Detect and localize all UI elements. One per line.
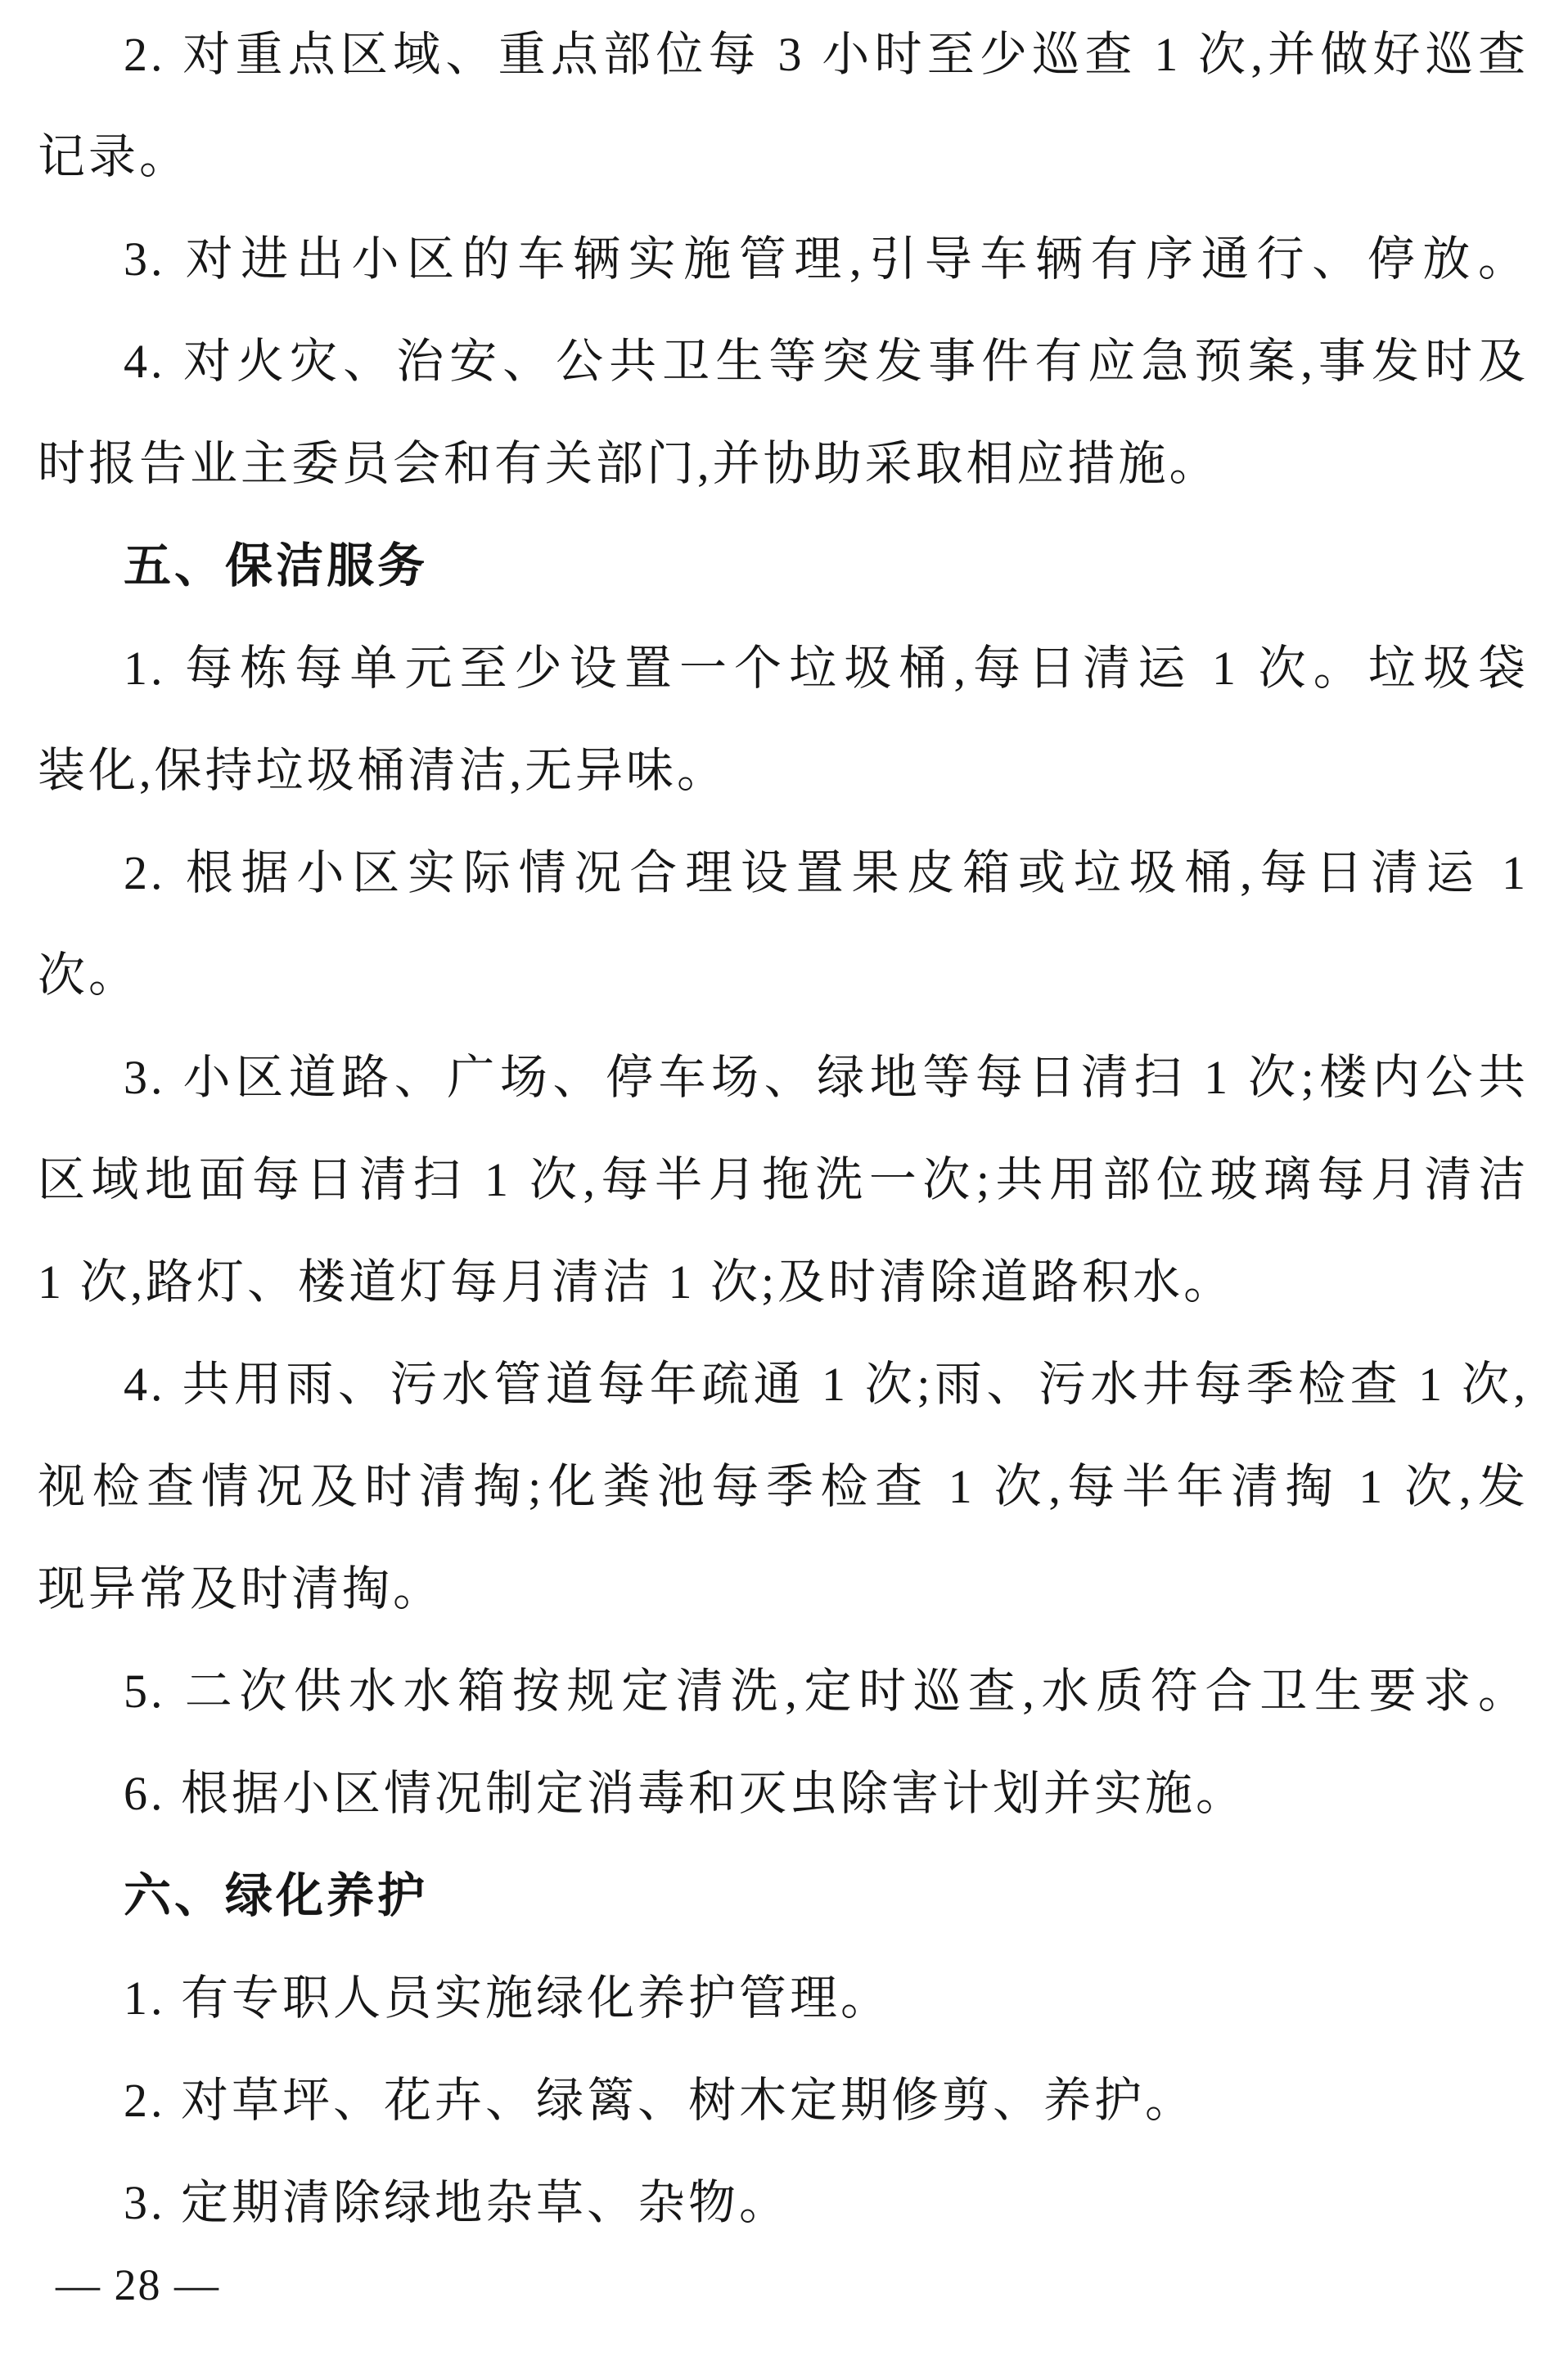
text-line: 5. 二次供水水箱按规定清洗,定时巡查,水质符合卫生要求。 (124, 1665, 1529, 1718)
text-line: 2. 根据小区实际情况合理设置果皮箱或垃圾桶,每日清运 1 (124, 846, 1529, 899)
text-line: 次。 (38, 948, 140, 1002)
text-line: 装化,保持垃圾桶清洁,无异味。 (38, 744, 728, 797)
text-line: 区域地面每日清扫 1 次,每半月拖洗一次;共用部位玻璃每月清洁 (38, 1153, 1529, 1206)
text-line: 1 次,路灯、楼道灯每月清洁 1 次;及时清除道路积水。 (38, 1255, 1235, 1309)
text-line: 3. 对进出小区的车辆实施管理,引导车辆有序通行、停放。 (124, 232, 1529, 286)
text-line: 4. 共用雨、污水管道每年疏通 1 次;雨、污水井每季检查 1 次, (124, 1358, 1529, 1411)
text-line: 视检查情况及时清掏;化粪池每季检查 1 次,每半年清掏 1 次,发 (38, 1460, 1529, 1513)
text-line: 2. 对重点区域、重点部位每 3 小时至少巡查 1 次,并做好巡查 (124, 28, 1529, 81)
text-line: 时报告业主委员会和有关部门,并协助采取相应措施。 (38, 437, 1220, 490)
text-line: 6. 根据小区情况制定消毒和灭虫除害计划并实施。 (124, 1767, 1247, 1820)
text-line: 3. 定期清除绿地杂草、杂物。 (124, 2176, 791, 2229)
text-line: 3. 小区道路、广场、停车场、绿地等每日清扫 1 次;楼内公共 (124, 1051, 1529, 1104)
page-number: — 28 — (56, 2260, 220, 2309)
text-line: 现异常及时清掏。 (38, 1562, 444, 1615)
text-line: 1. 有专职人员实施绿化养护管理。 (124, 1971, 892, 2025)
text-line: 2. 对草坪、花卉、绿篱、树木定期修剪、养护。 (124, 2074, 1196, 2127)
section-heading: 六、绿化养护 (124, 1869, 429, 1922)
section-heading: 五、保洁服务 (124, 539, 429, 592)
text-line: 4. 对火灾、治安、公共卫生等突发事件有应急预案,事发时及 (124, 335, 1529, 388)
text-line: 1. 每栋每单元至少设置一个垃圾桶,每日清运 1 次。垃圾袋 (124, 642, 1529, 695)
text-line: 记录。 (38, 130, 191, 183)
